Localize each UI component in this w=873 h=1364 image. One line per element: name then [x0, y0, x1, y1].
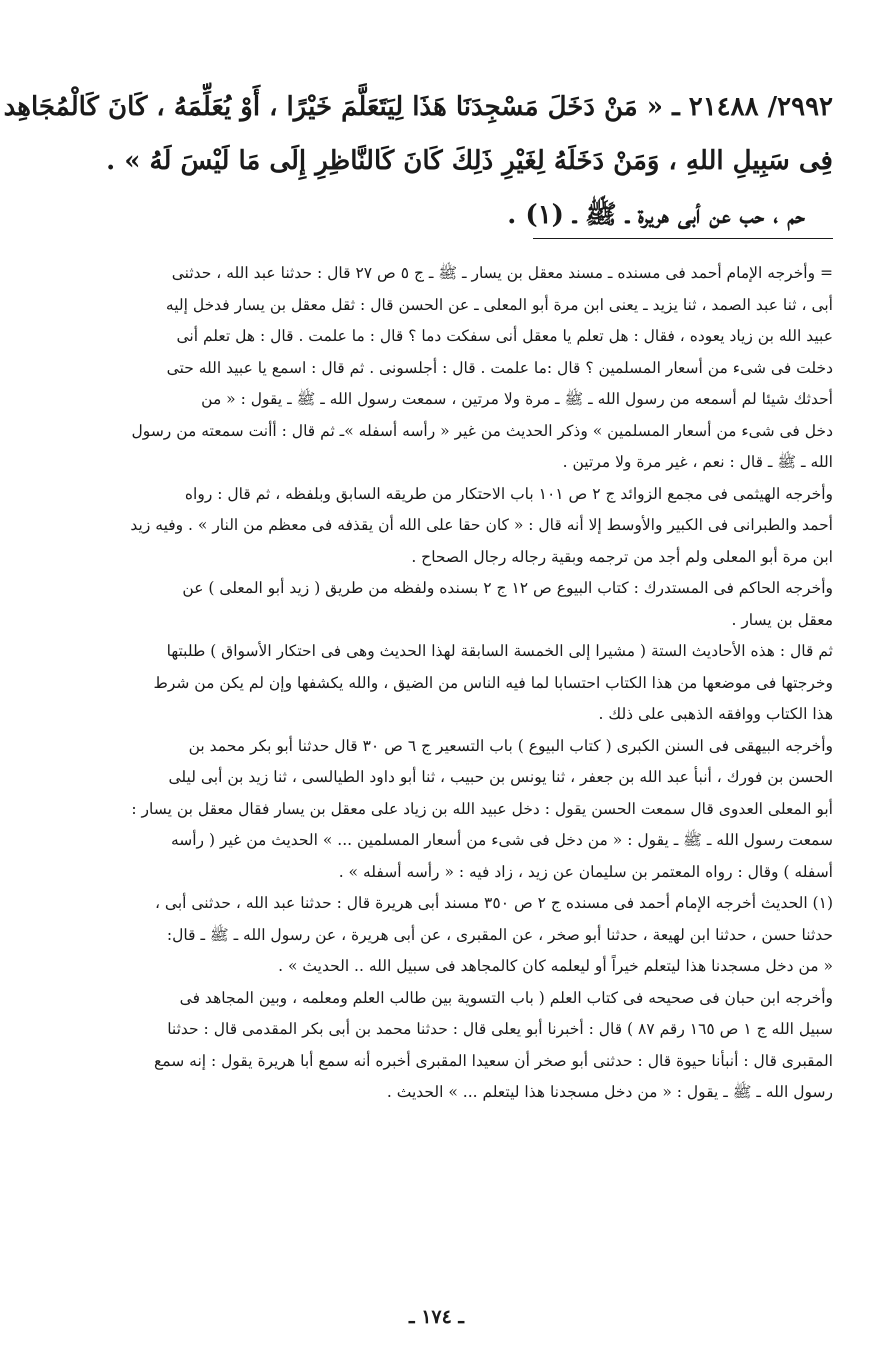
- hadith-source-line: حم ، حب عن أبى هريرة ـ ﷺ ـ (١) .: [507, 200, 805, 230]
- footnote-line: ابن مرة أبو المعلى ولم أجد من ترجمه وبقية رجاله رجال الصحاح .: [411, 547, 833, 566]
- footnote-line: = وأخرجه الإمام أحمد فى مسنده ـ مسند معقل بن يسار ـ ﷺ ـ ج ٥ ص ٢٧ قال : حدثنا عبد الله ، حدثنى: [171, 264, 833, 282]
- hadith-line: ٢٩٩٢/ ٢١٤٨٨ ـ « مَنْ دَخَلَ مَسْجِدَنَا هَذَا لِيَتَعَلَّمَ خَيْرًا ، أَوْ يُعَلِّمَهُ ، كَانَ كَالْمُجَاهِد: [3, 92, 833, 122]
- footnote-line: وأخرجه ابن حبان فى صحيحه فى كتاب العلم ( باب التسوية بين طالب العلم ومعلمه ، وبين المجاهد فى: [179, 988, 833, 1007]
- footnote-line: (١) الحديث أخرجه الإمام أحمد فى مسنده ج ٢ ص ٣٥٠ مسند أبى هريرة قال : حدثنا عبد الله ، حدثنى أبى ،: [154, 894, 833, 912]
- page-number: ـ ١٧٤ ـ: [409, 1306, 464, 1328]
- footnote-line: وخرجتها فى موضعها من هذا الكتاب احتسابا لما فيه الناس من الضيق ، والله يكشفها وإن لم يكن من شرط: [153, 673, 833, 692]
- footnote-line: أبو المعلى العدوى قال سمعت الحسن يقول : دخل عبيد الله بن زياد على معقل بن يسار فقال معقل بن يسار :: [131, 799, 833, 818]
- footnote-divider: [533, 238, 833, 239]
- footnotes: [40, 258, 833, 1109]
- footnote-line: عبيد الله بن زياد يعوده ، فقال : هل تعلم يا معقل أنى سفكت دما ؟ قال : ما علمت . قال : هل تعلم أنى: [176, 327, 833, 345]
- footnote-line: دخلت فى شىء من أسعار المسلمين ؟ قال :ما علمت . قال : أجلسونى . ثم قال : اسمع يا عبيد الله حتى: [166, 358, 833, 377]
- footnote-line: دخل فى شىء من أسعار المسلمين » وذكر الحديث من غير « رأسه أسفله »ـ ثم قال : أأنت سمعته من رسول: [131, 421, 833, 440]
- hadith-text: [3, 80, 833, 242]
- footnote-line: سبيل الله ج ١ ص ١٦٥ رقم ٨٧ ) قال : أخبرنا أبو يعلى قال : حدثنا محمد بن أبى بكر المقدمى قال : حدثنا: [167, 1020, 833, 1038]
- footnote-line: أبى ، ثنا عبد الصمد ، ثنا يزيد ـ يعنى ابن مرة أبو المعلى ـ عن الحسن قال : ثقل معقل بن يسار فدخل إليه: [165, 295, 833, 314]
- footnote-line: سمعت رسول الله ـ ﷺ ـ يقول : « من دخل فى شىء من أسعار المسلمين ... » الحديث من غير ( رأسه: [170, 831, 833, 849]
- footnote-line: « من دخل مسجدنا هذا ليتعلم خيراً أو ليعلمه كان كالمجاهد فى سبيل الله .. الحديث » .: [278, 957, 833, 975]
- footnote-line: وأخرجه الحاكم فى المستدرك : كتاب البيوع ص ١٢ ج ٢ بسنده ولفظه من طريق ( زيد أبو المعلى ) عن: [182, 579, 833, 597]
- footnote-line: معقل بن يسار .: [731, 610, 833, 629]
- footnote-line: وأخرجه الهيثمى فى مجمع الزوائد ج ٢ ص ١٠١ باب الاحتكار من طريقه السابق وبلفظه ، ثم قال : رواه: [184, 484, 833, 503]
- footnote-line: رسول الله ـ ﷺ ـ يقول : « من دخل مسجدنا هذا ليتعلم ... » الحديث .: [386, 1083, 833, 1101]
- footnote-line: هذا الكتاب ووافقه الذهبى على ذلك .: [598, 705, 833, 723]
- footnote-line: الله ـ ﷺ ـ قال : نعم ، غير مرة ولا مرتين .: [562, 453, 833, 471]
- footnote-line: وأخرجه البيهقى فى السنن الكبرى ( كتاب البيوع ) باب التسعير ج ٦ ص ٣٠ قال حدثنا أبو بكر محمد بن: [188, 736, 833, 755]
- footnote-line: أحمد والطبرانى فى الكبير والأوسط إلا أنه قال : « كان حقا على الله أن يقذفه فى معظم من النار » . وفيه زيد: [130, 516, 833, 534]
- footnote-line: حدثنا حسن ، حدثنا ابن لهيعة ، حدثنا أبو صخر ، عن المقبرى ، عن أبى هريرة ، عن رسول الله ـ ﷺ ـ قال:: [166, 925, 833, 944]
- footnote-line: أحدثك شيئا لم أسمعه من رسول الله ـ ﷺ ـ مرة ولا مرتين ، سمعت رسول الله ـ ﷺ ـ يقول : « من: [201, 390, 833, 408]
- footnote-line: ثم قال : هذه الأحاديث الستة ( مشيرا إلى الخمسة السابقة لهذا الحديث وهى فى احتكار الأسواق ) طلبتها: [166, 642, 833, 660]
- footnote-line: الحسن بن فورك ، أنبأ عبد الله بن جعفر ، ثنا يونس بن حبيب ، ثنا أبو داود الطيالسى ، ثنا زيد بن أبى ليلى: [168, 768, 833, 786]
- page-content: [3, 80, 833, 1334]
- hadith-line: فِى سَبِيلِ اللهِ ، وَمَنْ دَخَلَهُ لِغَيْرِ ذَلِكَ كَانَ كَالنَّاظِرِ إِلَى مَا لَيْسَ لَهُ » .: [106, 146, 833, 176]
- footnote-line: أسفله ) وقال : رواه المعتمر بن سليمان عن زيد ، زاد فيه : « رأسه أسفله » .: [338, 862, 833, 881]
- footnote-line: المقبرى قال : أنبأنا حيوة قال : حدثنى أبو صخر أن سعيدا المقبرى أخبره أنه سمع أبا هريرة يقول : إنه سمع: [154, 1051, 833, 1070]
